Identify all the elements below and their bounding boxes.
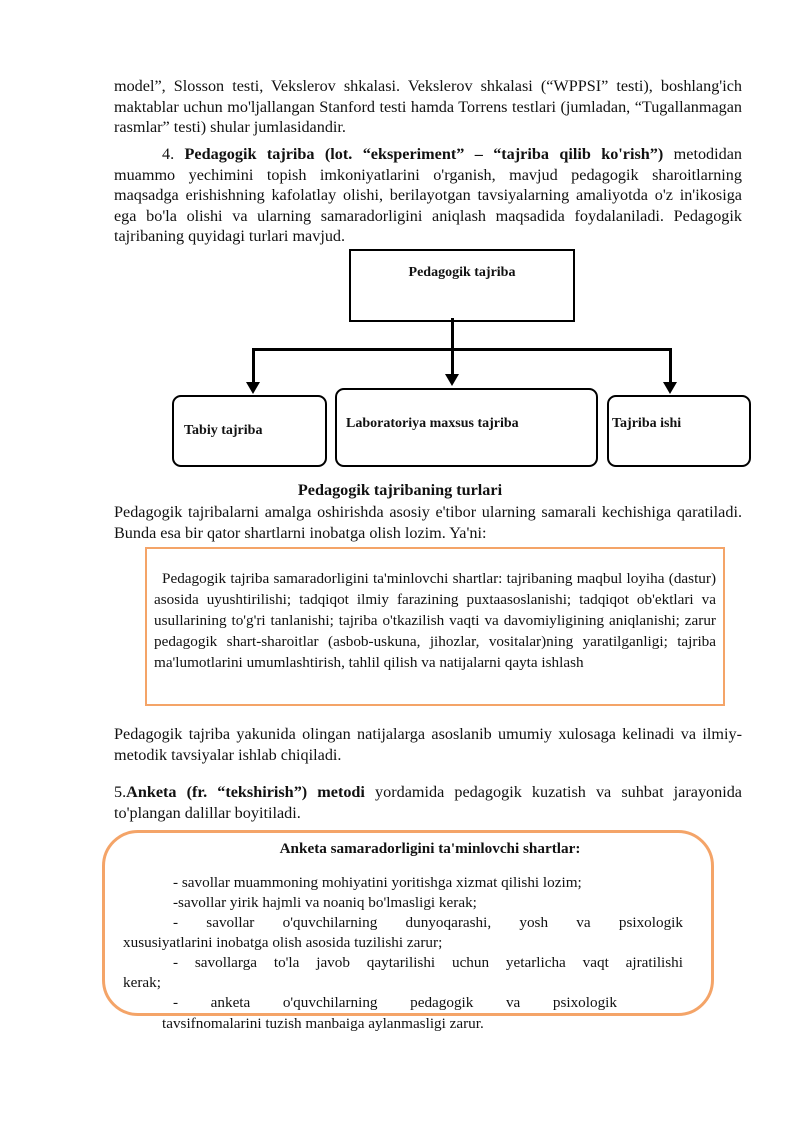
diagram-child-label: Tabiy tajriba [184, 423, 263, 438]
condition-item-continued: tavsifnomalarini tuzish manbaiga aylanmasligi zarur. [162, 1015, 484, 1032]
section-heading: Pedagogik tajriba (lot. “eksperiment” – “tajriba qilib ko'rish”) [184, 145, 664, 163]
arrowheads [0, 0, 800, 420]
diagram-child-natural [172, 395, 327, 467]
paragraph-body: metodidan muammo yechimini topish imkoniyatlarini o'rganish, mavjud pedagogik sharoitlarning maqsadga erishishning kafolatlay olishi, berilayotgan tavsiyalarning amaliyotda o'z in'ikosiga ega bo'la olishi va ularning samaradorligini aniqlash maqsadida foydalaniladi. Pedagogik tajribaning quyidagi turlari mavjud. [114, 145, 742, 245]
condition-item: - anketa o'quvchilarning pedagogik va psixologik [173, 994, 617, 1011]
arrowhead-right-icon [663, 382, 677, 394]
conditions-box [145, 547, 725, 706]
section-heading: Anketa (fr. “tekshirish”) metodi [126, 783, 365, 801]
diagram-child-label: Laboratoriya maxsus tajriba [346, 416, 519, 431]
condition-item: - savollar muammoning mohiyatini yoritishga xizmat qilishi lozim; [173, 874, 582, 891]
paragraph-body: yordamida pedagogik kuzatish va suhbat jarayonida to'plangan dalillar boyitiladi. [114, 783, 742, 822]
paragraph-intro: model”, Slosson testi, Vekslerov shkalasi. Vekslerov shkalasi (“WPPSI” testi), boshlang'ich maktablar uchun mo'ljallangan Stanford testi hamda Torrens testlari (jumladan, “Tugallanmagan rasmlar” testi) shular jumlasidandir. [114, 77, 742, 136]
diagram-root-label: Pedagogik tajriba [408, 265, 516, 280]
paragraph-questionnaire [114, 782, 742, 823]
diagram-child-work [607, 395, 751, 467]
condition-item-continued: xususiyatlarini inobatga olish asosida tuzilishi zarur; [123, 934, 443, 951]
diagram-child-label: Tajriba ishi [612, 416, 682, 431]
condition-item: -savollar yirik hajmli va noaniq bo'lmasligi kerak; [173, 894, 477, 911]
section-number: 4. [162, 145, 185, 163]
condition-item: - savollarga to'la javob qaytarilishi uchun yetarlicha vaqt ajratilishi [173, 954, 683, 971]
paragraph-conditions-intro: Pedagogik tajribalarni amalga oshirishda asosiy e'tibor ularning samarali kechishiga qaratiladi. Bunda esa bir qator shartlarni inobatga olish lozim. Ya'ni: [114, 503, 742, 542]
section-number: 5. [114, 783, 127, 801]
diagram-child-laboratory [335, 388, 598, 467]
arrowhead-middle-icon [445, 374, 459, 386]
conditions-text: Pedagogik tajriba samaradorligini ta'minlovchi shartlar: tajribaning maqbul loyiha (dastur) asosida uyushtirilishi; tadqiqot ilmiy farazining puxtaasoslanishi; tadqiqot ob'ektlari va usullarining to'g'ri tanlanishi; tajriba o'tkazilish vaqti va davomiyligining aniqlanishi; zarur pedagogik shart-sharoitlar (asbob-uskuna, jihozlar, vositalar)ning yaratilganligi; tajriba ma'lumotlarini umumlashtirish, tahlil qilish va natijalarni qayta ishlash [154, 570, 716, 671]
condition-item: - savollar o'quvchilarning dunyoqarashi, yosh va psixologik [173, 914, 683, 931]
paragraph-conclusion: Pedagogik tajriba yakunida olingan natijalarga asoslanib umumiy xulosaga kelinadi va ilmiy-metodik tavsiyalar ishlab chiqiladi. [114, 725, 742, 764]
diagram-caption: Pedagogik tajribaning turlari [297, 481, 503, 499]
arrowhead-left-icon [246, 382, 260, 394]
box-title: Anketa samaradorligini ta'minlovchi shartlar: [279, 840, 581, 857]
condition-item-continued: kerak; [123, 974, 161, 991]
